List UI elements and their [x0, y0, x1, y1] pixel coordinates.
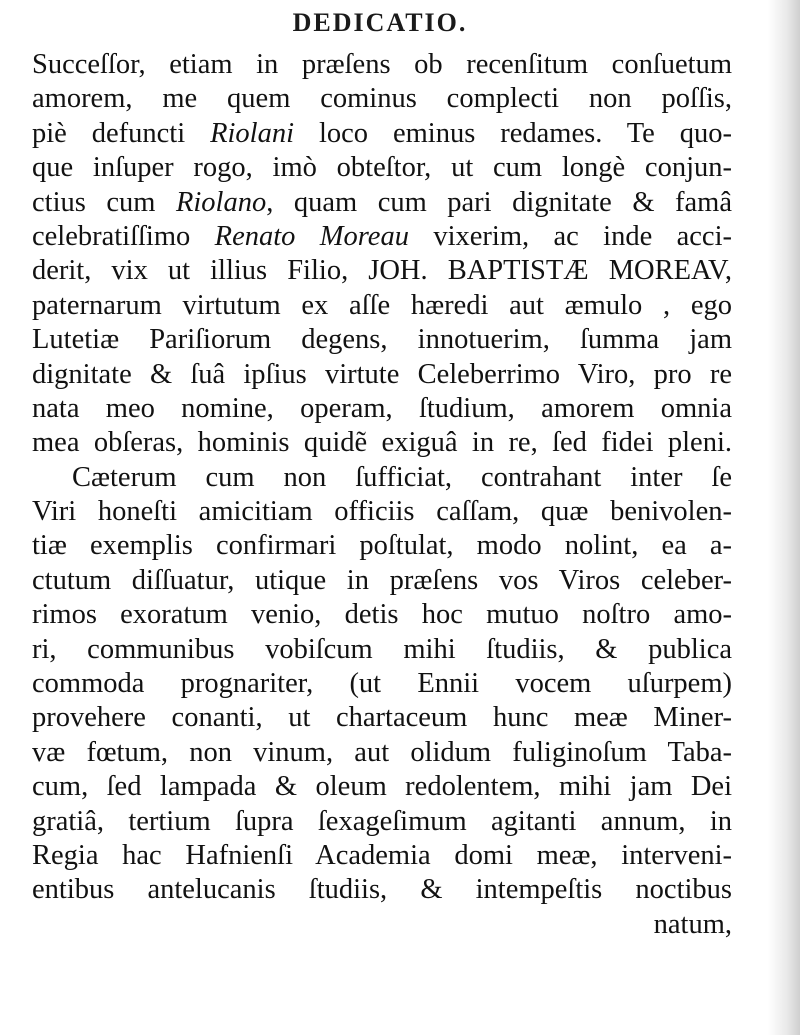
- text-line: [32, 426, 732, 460]
- text-line: [32, 323, 732, 357]
- text-line: [32, 633, 732, 667]
- text-run: ctutum diſſuatur, utique in præſens vos Viros celeber-: [32, 564, 732, 596]
- text-line: [32, 805, 732, 839]
- text-run: provehere conanti, ut chartaceum hunc meæ Miner-: [32, 702, 732, 734]
- text-line: [32, 495, 732, 529]
- text-run: rimos exoratum venio, detis hoc mutuo noſtro amo-: [32, 599, 732, 631]
- text-run: væ fœtum, non vinum, aut olidum fuliginoſum Taba-: [32, 736, 732, 768]
- text-line: [32, 701, 732, 735]
- text-line: [32, 736, 732, 770]
- text-run: derit, vix ut illius Filio, JOH. BAPTISTÆ MOREAV,: [32, 255, 732, 287]
- text-run: tiæ exemplis confirmari poſtulat, modo nolint, ea a-: [32, 530, 732, 562]
- italic-name: Riolano: [175, 186, 267, 218]
- text-run: ri, communibus vobiſcum mihi ſtudiis, & publica: [32, 633, 732, 665]
- text-run: , quam cum pari dignitate & famâ: [266, 186, 732, 218]
- text-run: celebratiſſimo: [32, 220, 215, 252]
- text-run: natum,: [653, 908, 732, 940]
- text-run: gratiâ, tertium ſupra ſexageſimum agitanti annum, in: [32, 805, 732, 837]
- text-line: [32, 461, 732, 495]
- dedication-text: [32, 48, 732, 942]
- text-line: [32, 289, 732, 323]
- page-header: DEDICATIO.: [292, 8, 468, 37]
- text-line: [32, 908, 732, 942]
- text-run: Lutetiæ Pariſiorum degens, innotuerim, ſumma jam: [32, 324, 732, 356]
- text-run: Succeſſor, etiam in præſens ob recenſitum conſuetum: [32, 49, 732, 80]
- text-line: [32, 839, 732, 873]
- text-run: dignitate & ſuâ ipſius virtute Celeberrimo Viro, pro re: [32, 358, 732, 390]
- text-line: [32, 48, 732, 82]
- text-line: [32, 254, 732, 288]
- text-line: [32, 358, 732, 392]
- text-line: [32, 873, 732, 907]
- text-line: [32, 186, 732, 220]
- text-run: loco eminus redames. Te quo-: [294, 117, 733, 149]
- italic-name: Renato Moreau: [214, 220, 409, 252]
- italic-name: Riolani: [210, 117, 295, 149]
- text-run: Cæterum cum non ſufficiat, contrahant inter ſe: [72, 461, 732, 493]
- text-run: entibus antelucanis ſtudiis, & intempeſtis noctibus: [32, 874, 732, 906]
- text-run: paternarum virtutum ex aſſe hæredi aut æmulo , ego: [32, 289, 732, 321]
- text-run: Viri honeſti amicitiam officiis caſſam, quæ benivolen-: [32, 496, 732, 528]
- text-line: [32, 117, 732, 151]
- text-line: [32, 151, 732, 185]
- text-run: piè defuncti: [32, 117, 211, 149]
- text-line: [32, 770, 732, 804]
- text-line: [32, 598, 732, 632]
- text-line: [32, 392, 732, 426]
- text-run: ctius cum: [32, 186, 176, 218]
- text-run: Regia hac Hafnienſi Academia domi meæ, interveni-: [32, 839, 732, 871]
- text-line: [32, 564, 732, 598]
- text-run: mea obſeras, hominis quidẽ exiguâ in re, ſed fidei pleni.: [32, 427, 732, 459]
- text-run: amorem, me quem cominus complecti non poſſis,: [32, 83, 732, 115]
- text-line: [32, 667, 732, 701]
- text-run: commoda prognariter, (ut Ennii vocem uſurpem): [32, 668, 732, 700]
- text-run: que inſuper rogo, imò obteſtor, ut cum longè conjun-: [32, 152, 732, 184]
- page-edge-shadow: [768, 0, 800, 1035]
- text-line: [32, 529, 732, 563]
- text-run: vixerim, ac inde acci-: [408, 220, 732, 252]
- text-run: cum, ſed lampada & oleum redolentem, mihi jam Dei: [32, 771, 732, 803]
- text-line: [32, 82, 732, 116]
- text-run: nata meo nomine, operam, ſtudium, amorem omnia: [32, 392, 732, 424]
- text-line: [32, 220, 732, 254]
